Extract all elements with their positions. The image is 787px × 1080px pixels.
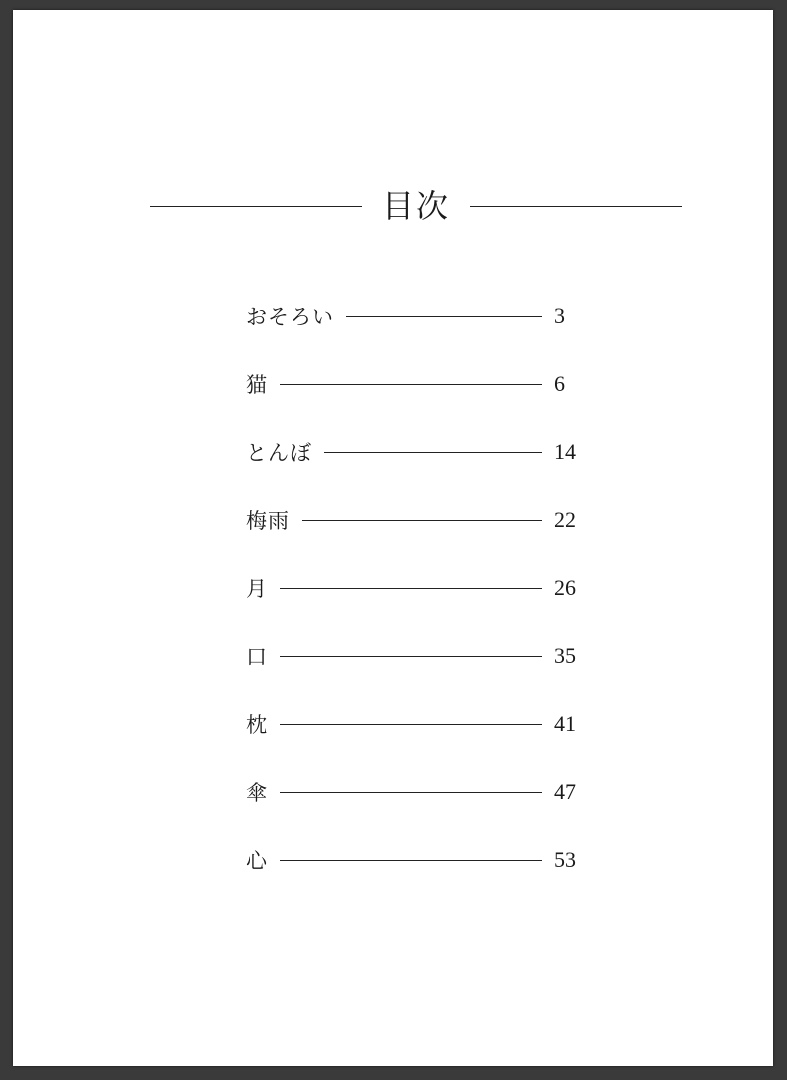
page-title: 目次 [382, 187, 451, 225]
document-page [13, 10, 773, 1066]
toc-entry[interactable] [246, 486, 586, 554]
toc-entry-title: とんぼ [246, 441, 312, 465]
toc-entry[interactable] [246, 554, 586, 622]
toc-entry[interactable] [246, 350, 586, 418]
toc-entry[interactable] [246, 758, 586, 826]
toc-entry-page: 35 [554, 643, 576, 668]
toc-heading [150, 170, 682, 242]
toc-entry-title: 梅雨 [246, 509, 290, 533]
toc-entry[interactable] [246, 690, 586, 758]
table-of-contents [246, 282, 586, 894]
toc-entry-page: 3 [554, 303, 565, 328]
toc-entry-title: 心 [246, 849, 268, 873]
toc-entry-title: 口 [246, 645, 268, 669]
toc-entry-title: 傘 [246, 781, 268, 805]
toc-leader-line [302, 520, 542, 521]
toc-entry-title: 月 [246, 577, 268, 601]
toc-entry-page: 41 [554, 711, 576, 736]
toc-entry-title: おそろい [246, 305, 334, 329]
toc-leader-line [280, 792, 542, 793]
toc-entry-page: 53 [554, 847, 576, 872]
toc-entry-page: 14 [554, 439, 576, 464]
toc-leader-line [280, 724, 542, 725]
toc-leader-line [280, 656, 542, 657]
toc-entry[interactable] [246, 826, 586, 894]
toc-entry[interactable] [246, 418, 586, 486]
toc-entry[interactable] [246, 622, 586, 690]
heading-rule-right [470, 206, 682, 207]
toc-entry-title: 枕 [246, 713, 268, 737]
toc-entry-page: 6 [554, 371, 565, 396]
heading-rule-left [150, 206, 362, 207]
toc-entry-title: 猫 [246, 373, 268, 397]
toc-leader-line [346, 316, 542, 317]
toc-entry-page: 22 [554, 507, 576, 532]
toc-entry-page: 47 [554, 779, 576, 804]
toc-leader-line [324, 452, 542, 453]
toc-leader-line [280, 860, 542, 861]
toc-leader-line [280, 384, 542, 385]
toc-entry[interactable] [246, 282, 586, 350]
toc-entry-page: 26 [554, 575, 576, 600]
toc-leader-line [280, 588, 542, 589]
